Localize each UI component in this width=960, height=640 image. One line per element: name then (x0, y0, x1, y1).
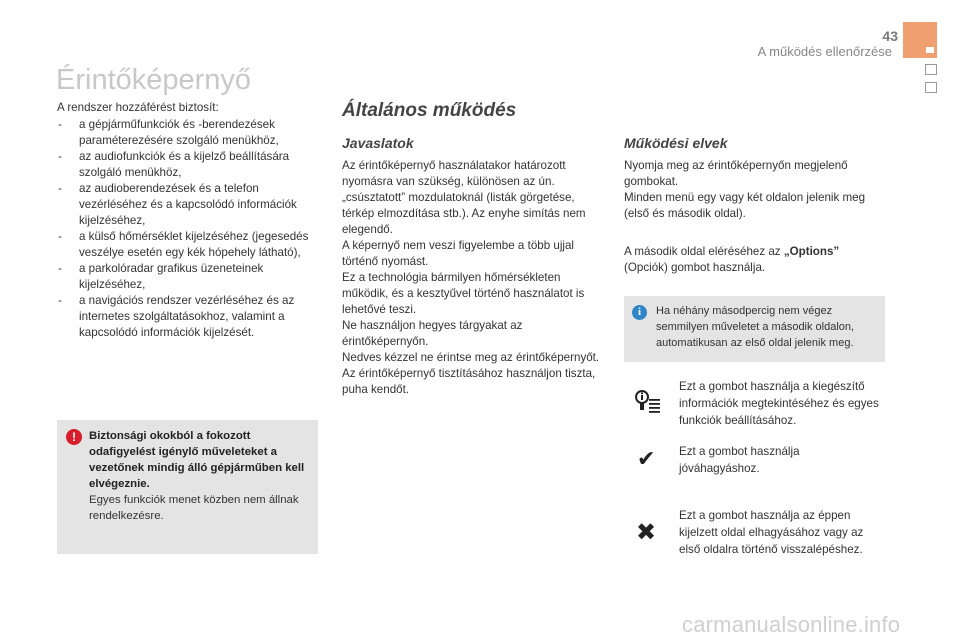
list-item: - az audioberendezések és a telefon vezérléséhez és a kapcsolódó információk kijelzéséhez, (58, 182, 297, 227)
options-label: „Options” (783, 245, 840, 258)
cross-icon: ✖ (636, 519, 657, 546)
chapter-tab (903, 22, 937, 58)
square-icon (925, 82, 937, 93)
warning-body-text: Egyes funkciók menet közben nem állnak rendelkezésre. (89, 494, 299, 522)
info-button-description: Ezt a gombot használja a kiegészítő információk megtekintéséhez és egyes funkciók beállításához. (679, 380, 879, 427)
section-name: A működés ellenőrzése (757, 44, 892, 59)
close-button-description: Ezt a gombot használja az éppen kijelzett oldal elhagyásához vagy az első oldalra történő visszalépéshez. (679, 509, 864, 556)
info-text: Ha néhány másodpercig nem végez semmilyen műveletet a második oldalon, automatikusan az első oldal jelenik meg. (656, 305, 855, 349)
list-item: - az audiofunkciók és a kijelző beállítására szolgáló menükhöz, (58, 150, 290, 179)
chapter-tab-mark (926, 47, 934, 53)
square-icon (925, 64, 937, 75)
watermark: carmanualsonline.info (682, 612, 901, 637)
tips-text: Az érintőképernyő használatakor határozott nyomásra van szükség, különösen az ún. „csúsztatott” mozdulatoknál (listák görgetése, térkép elmozdítása stb.). Az enyhe simítás nem elegendő. A képernyő nem veszi figyelembe a több ujjal történő nyomást. Ez a technológia bármilyen hőmérsékleten működik, és a kesztyűvel történő használatot is lehetővé teszi. Ne használjon hegyes tárgyakat az érintőképernyőn. Nedves kézzel ne érintse meg az érintőképernyőt. Az érintőképernyő tisztításához használjon tiszta, puha kendőt. (342, 159, 600, 396)
list-item: - a gépjárműfunkciók és -berendezések paraméterezésére szolgáló menükhöz, (58, 118, 279, 147)
options-text: A második oldal eléréséhez az „Options” (Opciók) gombot használja. (624, 245, 840, 274)
tips-heading: Javaslatok (342, 135, 414, 151)
page-title: Érintőképernyő (56, 64, 252, 96)
section-heading: Általános működés (342, 100, 517, 121)
page-number: 43 (882, 28, 898, 44)
warning-bold-text: Biztonsági okokból a fokozott odafigyelést igénylő műveleteket a vezetőnek mindig álló gépjárműben kell elvégeznie. (89, 430, 305, 490)
info-icon: i (632, 305, 647, 320)
info-list-icon (633, 388, 663, 416)
principles-text: Nyomja meg az érintőképernyőn megjelenő gombokat. Minden menü egy vagy két oldalon jelenik meg (első és második oldal). (624, 159, 866, 220)
list-item: - a parkolóradar grafikus üzeneteinek kijelzéséhez, (58, 262, 264, 291)
confirm-button-description: Ezt a gombot használja jóváhagyáshoz. (679, 445, 800, 475)
feature-list (57, 117, 327, 341)
warning-text (89, 428, 311, 524)
principles-heading: Működési elvek (624, 135, 728, 151)
warning-icon: ! (66, 429, 82, 445)
intro-text: A rendszer hozzáférést biztosít: (57, 101, 219, 114)
list-item: - a külső hőmérséklet kijelzéséhez (jegesedés veszélye esetén egy kék hópehely látható), (58, 230, 309, 259)
checkmark-icon: ✔ (637, 446, 656, 471)
list-item: - a navigációs rendszer vezérléséhez és az internetes szolgáltatásokhoz, valamint a kapcsolódó információk kijelzését. (58, 294, 295, 339)
